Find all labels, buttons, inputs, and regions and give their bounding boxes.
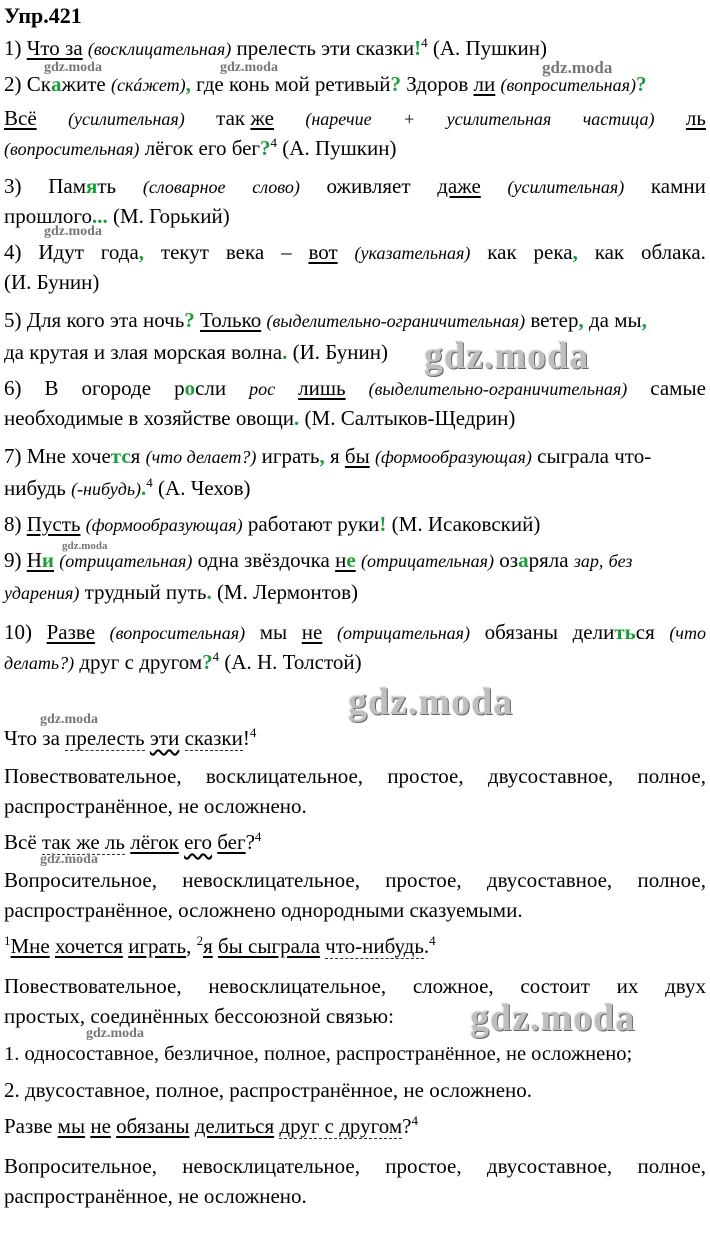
sentence-10 [4, 618, 706, 647]
text: простое, [385, 1154, 462, 1178]
sentence-4-end [4, 268, 706, 296]
punct: ? [245, 830, 255, 854]
analysis-desc-4 [4, 1152, 706, 1180]
particle: бы [344, 444, 370, 468]
watermark-large: gdz.moda [424, 335, 590, 377]
text: двух [665, 974, 706, 998]
text: нибудь [4, 476, 66, 500]
note: (наречие [305, 109, 372, 129]
punct: ! [242, 726, 250, 750]
watermark-large: gdz.moda [470, 997, 636, 1039]
text: века [225, 240, 265, 264]
letter: е [346, 548, 356, 572]
text: одна звёздочка [197, 548, 330, 572]
watermark-small: gdz.moda [40, 712, 98, 727]
note: (выделительно-ограничительная) [368, 379, 628, 399]
exercise-title: Упр.421 [4, 3, 82, 28]
text: ряла [528, 548, 569, 572]
predicate: хочется [54, 934, 123, 958]
analysis-sentence-1 [4, 724, 706, 752]
punct: ? [635, 72, 647, 96]
text: Ск [26, 72, 51, 96]
letter: а [50, 72, 62, 96]
note: (словарное [142, 177, 226, 197]
subject: прелесть [65, 726, 145, 750]
text: мы [259, 620, 288, 644]
author: (М. Горький) [112, 204, 230, 228]
text: года [100, 240, 139, 264]
text: да крутая и злая морская волна [4, 340, 283, 364]
sentence-2-end [4, 134, 706, 163]
particle: вот [308, 240, 338, 264]
author: (И. Бунин) [292, 340, 389, 364]
letter: о [184, 376, 196, 400]
analysis-desc-4b: распространённое, не осложнено. [4, 1184, 307, 1208]
text: друг с другом [79, 650, 203, 674]
analysis-sentence-2 [4, 828, 706, 856]
punct: , [138, 240, 145, 264]
particle: лишь [298, 376, 346, 400]
text: обязаны [484, 620, 558, 644]
note: (усилительная) [68, 109, 185, 129]
note: + [403, 109, 416, 129]
text: Повествовательное, [4, 764, 182, 788]
text: восклицательное, [205, 764, 364, 788]
sentence-10-end [4, 648, 706, 677]
text: Разве [4, 1114, 53, 1138]
author: (А. Пушкин) [432, 36, 548, 60]
note: (усилительная) [507, 177, 625, 197]
text: двусоставное, [486, 868, 613, 892]
root-mark: зар, [573, 551, 604, 571]
text: 5) Для кого эта ночь [4, 308, 185, 332]
note: (восклицательная) [87, 39, 232, 59]
analysis-desc-1 [4, 762, 706, 790]
punct: . [294, 406, 300, 430]
superscript: 4 [254, 829, 262, 844]
superscript: 4 [270, 135, 278, 150]
text: Здоров [406, 72, 469, 96]
letter: а [518, 548, 529, 572]
letter: я [85, 174, 98, 198]
particle: Что за [26, 36, 83, 60]
watermark-small: gdz.moda [62, 540, 108, 552]
item-number: 10) [4, 620, 32, 644]
note: (вопросительная) [4, 139, 140, 159]
text: оживляет [326, 174, 411, 198]
punct: ! [414, 36, 422, 60]
text: невосклицательное, [208, 974, 387, 998]
punct: ? [260, 136, 271, 160]
text: двусоставное, [486, 1154, 613, 1178]
text: Вопросительное, [4, 868, 157, 892]
text: как [487, 240, 517, 264]
text: Пам [48, 174, 86, 198]
text: простое, [385, 868, 462, 892]
particle: даже [437, 174, 481, 198]
analysis-sentence-4 [4, 1112, 706, 1140]
object: что-нибудь [325, 934, 424, 958]
text: огороде [81, 376, 152, 400]
analysis-desc-1b: распространённое, не осложнено. [4, 794, 307, 818]
text: н [335, 548, 347, 572]
text: двусоставное, [487, 764, 614, 788]
punct: , [319, 444, 325, 468]
text: ть [97, 174, 117, 198]
punct: ? [390, 72, 401, 96]
text: сли [195, 376, 227, 400]
text: облака. [641, 240, 706, 264]
superscript: 4 [411, 1113, 418, 1128]
analysis-desc-3 [4, 972, 706, 1000]
punct: , [641, 308, 647, 332]
note: (что делает?) [145, 447, 257, 467]
root-mark: рос [249, 379, 276, 399]
punct: , [185, 72, 191, 96]
subject: сказки [184, 726, 243, 750]
note: слово) [252, 177, 300, 197]
subject: бег [217, 830, 246, 854]
text: самые [650, 376, 706, 400]
author: (А. Пушкин) [282, 136, 397, 160]
particle: Всё [4, 106, 37, 130]
text: невосклицательное, [182, 1154, 360, 1178]
punct: , [572, 240, 578, 264]
author: (М. Лермонтов) [216, 580, 359, 604]
text: камни [650, 174, 706, 198]
superscript: 4 [212, 649, 220, 664]
particle: не [301, 620, 323, 644]
text: дели [572, 620, 615, 644]
sentence-2-cont [4, 104, 706, 133]
watermark-small: gdz.moda [44, 60, 102, 75]
note: (отрицательная) [336, 623, 471, 643]
analysis-sentence-3 [4, 932, 706, 960]
watermark-large: gdz.moda [348, 681, 514, 723]
particle: Разве [46, 620, 96, 644]
predicate: лёгок [130, 830, 179, 854]
superscript: 4 [146, 475, 153, 490]
sentence-7 [4, 442, 706, 471]
text: как [594, 240, 625, 264]
sentence-8 [4, 510, 706, 539]
punct: ... [91, 204, 108, 228]
note: усилительная [446, 109, 552, 129]
sentence-7-end [4, 474, 706, 503]
author: (А. Чехов) [158, 476, 251, 500]
note: (вопросительная) [109, 623, 246, 643]
text: Идут [38, 240, 84, 264]
sentence-3-end [4, 202, 706, 230]
analysis-part-1: 1. односоставное, безличное, полное, распространённое, не осложнено; [4, 1043, 633, 1065]
text: прошлого [4, 204, 92, 228]
text: состоит [520, 974, 590, 998]
object: Мне [10, 934, 50, 958]
text: – [281, 240, 292, 264]
attribute: эти [149, 726, 180, 750]
watermark-small: gdz.moda [220, 60, 278, 75]
analysis-part-2: 2. двусоставное, полное, распространённое, не осложнено. [4, 1078, 533, 1102]
text: простое, [387, 764, 464, 788]
analysis-desc-3b: простых, соединённых бессоюзной связью: [4, 1004, 394, 1028]
text: так [216, 106, 246, 130]
text: да мы [588, 308, 642, 332]
text: Н [26, 548, 42, 572]
superscript: 4 [421, 35, 428, 50]
text: Всё [4, 830, 37, 854]
item-number: 4) [4, 240, 22, 264]
particle: ли [473, 72, 496, 96]
particle: же [250, 106, 274, 130]
note: ударения) [4, 583, 80, 603]
sentence-2 [4, 70, 706, 99]
predicate: делиться [194, 1114, 275, 1138]
item-number: 1) [4, 36, 22, 60]
text: оз [499, 548, 519, 572]
suffix: тс [110, 444, 131, 468]
superscript: 2 [196, 933, 204, 948]
text: я [130, 444, 141, 468]
text: необходимые в хозяйстве овощи [4, 406, 295, 430]
punct: ! [379, 512, 387, 536]
text: В [44, 376, 59, 400]
sentence-9 [4, 546, 706, 575]
author: (М. Исаковский) [391, 512, 541, 536]
note: (что [669, 623, 706, 643]
predicate: играть [128, 934, 187, 958]
text: невосклицательное, [182, 868, 360, 892]
note: (отрицательная) [59, 551, 193, 571]
sentence-5 [4, 306, 706, 335]
text: сложное, [412, 974, 494, 998]
watermark-small: gdz.moda [86, 1026, 144, 1041]
text: прелесть эти сказки [236, 36, 415, 60]
attribute: его [184, 830, 212, 854]
object: друг с другом [279, 1114, 403, 1138]
author: (А. Н. Толстой) [224, 650, 362, 674]
text: Вопросительное, [4, 1154, 157, 1178]
author: (И. Бунин) [4, 270, 100, 294]
text: их [616, 974, 639, 998]
text: полное, [637, 1154, 706, 1178]
letter: и [41, 548, 55, 572]
text: трудный путь [84, 580, 207, 604]
subject: мы [57, 1114, 86, 1138]
item-number: 8) [4, 512, 22, 536]
note: (вопросительная) [500, 75, 636, 95]
predicate: обязаны [116, 1114, 190, 1138]
text: жите [61, 72, 106, 96]
analysis-desc-2b: распространённое, осложнено однородными сказуемыми. [4, 898, 523, 922]
sentence-4 [4, 238, 706, 267]
punct: , [186, 934, 192, 958]
punct: ? [202, 650, 213, 674]
text: лёгок его бег [144, 136, 261, 160]
text: Повествовательное, [4, 974, 182, 998]
text: ся [635, 620, 655, 644]
text: сыграла что- [537, 444, 652, 468]
superscript: 4 [429, 933, 436, 948]
sentence-6-end [4, 404, 706, 432]
superscript: 1 [4, 933, 11, 948]
note: (отрицательная) [360, 551, 495, 571]
watermark-small: gdz.moda [44, 224, 102, 239]
author: (М. Салтыков-Щедрин) [304, 406, 516, 430]
sentence-9-end [4, 578, 706, 607]
text: полное, [637, 868, 706, 892]
predicate: не [90, 1114, 111, 1138]
note: делать?) [4, 653, 75, 673]
note: (указательная) [354, 243, 471, 263]
text: работают руки [247, 512, 380, 536]
punct: . [141, 476, 147, 500]
item-number: 2) [4, 72, 22, 96]
punct: . [282, 340, 288, 364]
sentence-5-end [4, 338, 706, 366]
sentence-3 [4, 172, 706, 201]
text: где конь мой ретивый [196, 72, 391, 96]
note: (скáжет) [110, 75, 186, 95]
text: текут [160, 240, 209, 264]
punct: ? [184, 308, 195, 332]
superscript: 4 [249, 725, 257, 740]
watermark-small: gdz.moda [40, 852, 98, 867]
analysis-desc-2 [4, 866, 706, 894]
note: (формообразующая) [374, 447, 532, 467]
particle: ль [685, 106, 706, 130]
text: я [330, 444, 340, 468]
text: полное, [637, 764, 706, 788]
item-number: 6) [4, 376, 22, 400]
note: (формообразующая) [85, 515, 243, 535]
suffix-mark: (-нибудь) [71, 479, 142, 499]
sentence-1 [4, 34, 706, 63]
punct: , [578, 308, 584, 332]
punct: . [423, 934, 430, 958]
text: р [174, 376, 185, 400]
particle: Только [200, 308, 262, 332]
punct: . [206, 580, 212, 604]
punct: ? [402, 1114, 412, 1138]
item-number: 9) [4, 548, 22, 572]
watermark-small: gdz.moda [542, 58, 613, 77]
letters: ть [614, 620, 636, 644]
text: играть [261, 444, 320, 468]
particle: Пусть [26, 512, 81, 536]
text: ветер [530, 308, 579, 332]
note: без [608, 551, 633, 571]
note: частица) [582, 109, 655, 129]
sentence-6 [4, 374, 706, 403]
adverbial: так же ль [41, 830, 125, 854]
subject: я [203, 934, 213, 958]
text: Что за [4, 726, 60, 750]
predicate: бы сыграла [218, 934, 320, 958]
text: река [533, 240, 573, 264]
item-number: 3) [4, 174, 22, 198]
note: (выделительно-ограничительная) [266, 311, 526, 331]
text: 7) Мне хоче [4, 444, 111, 468]
